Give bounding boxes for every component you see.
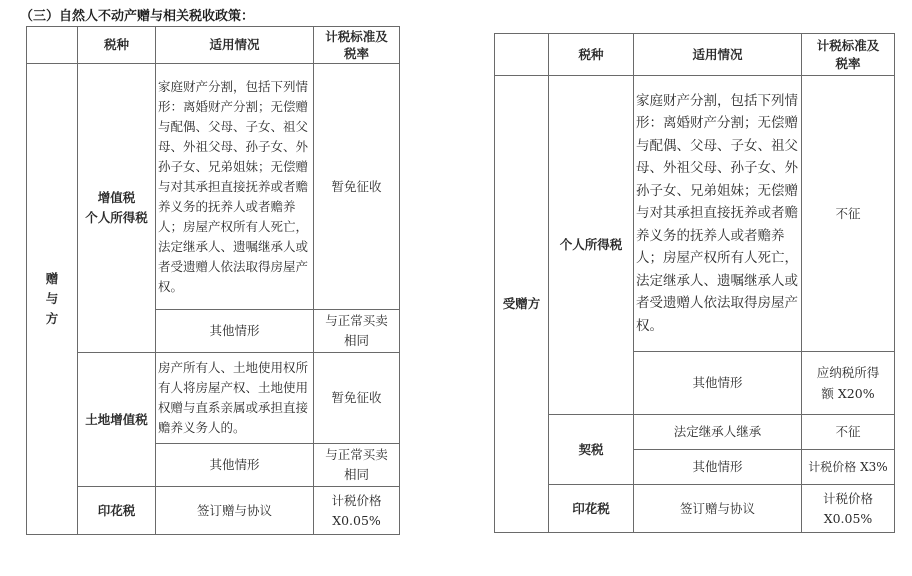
header-situation: 适用情况 bbox=[634, 34, 802, 76]
tax-stamp-duty: 印花税 bbox=[78, 487, 156, 535]
situation-family-division: 家庭财产分割，包括下列情形：离婚财产分割；无偿赠与配偶、父母、子女、祖父母、外祖父母、孙子女、外孙子女、兄弟姐妹；无偿赠与对其承担直接抚养或者赡养义务的抚养人或者赡养人；房屋产权所有人死亡，法定继承人、遗嘱继承人或者受遗赠人依法取得房屋产权。 bbox=[634, 76, 802, 352]
tax-land-appreciation: 土地增值税 bbox=[78, 353, 156, 487]
header-rate: 计税标准及 税率 bbox=[802, 34, 895, 76]
tax-stamp-duty: 印花税 bbox=[549, 485, 634, 533]
header-tax-type: 税种 bbox=[549, 34, 634, 76]
tax-iit: 个人所得税 bbox=[549, 76, 634, 415]
rate-stamp: 计税价格 X0.05% bbox=[314, 487, 400, 535]
rate-exempt: 暂免征收 bbox=[314, 64, 400, 310]
empty-header-cell bbox=[495, 34, 549, 76]
empty-header-cell bbox=[27, 27, 78, 64]
tax-deed: 契税 bbox=[549, 415, 634, 485]
situation-other: 其他情形 bbox=[156, 310, 314, 353]
header-situation: 适用情况 bbox=[156, 27, 314, 64]
party-recipient: 受赠方 bbox=[495, 76, 549, 533]
situation-other-land: 其他情形 bbox=[156, 444, 314, 487]
recipient-tax-table bbox=[494, 33, 895, 533]
donor-tax-table bbox=[26, 26, 400, 535]
situation-gift-agreement: 签订赠与协议 bbox=[156, 487, 314, 535]
rate-not-levied-deed: 不征 bbox=[802, 415, 895, 450]
situation-legal-inheritance: 法定继承人继承 bbox=[634, 415, 802, 450]
rate-exempt-land: 暂免征收 bbox=[314, 353, 400, 444]
rate-same-as-sale: 与正常买卖 相同 bbox=[314, 310, 400, 353]
rate-not-levied: 不征 bbox=[802, 76, 895, 352]
rate-same-as-sale-land: 与正常买卖 相同 bbox=[314, 444, 400, 487]
situation-gift-agreement: 签订赠与协议 bbox=[634, 485, 802, 533]
header-tax-type: 税种 bbox=[78, 27, 156, 64]
tax-vat-iit: 增值税 个人所得税 bbox=[78, 64, 156, 353]
rate-stamp: 计税价格 X0.05% bbox=[802, 485, 895, 533]
section-heading: （三）自然人不动产赠与相关税收政策： bbox=[20, 9, 255, 24]
situation-other-deed: 其他情形 bbox=[634, 450, 802, 485]
situation-property-gift: 房产所有人、土地使用权所有人将房屋产权、土地使用权赠与直系亲属或承担直接赡养义务人的。 bbox=[156, 353, 314, 444]
party-donor: 赠 与 方 bbox=[27, 64, 78, 535]
situation-other: 其他情形 bbox=[634, 352, 802, 415]
header-rate: 计税标准及 税率 bbox=[314, 27, 400, 64]
situation-family-division: 家庭财产分割，包括下列情形：离婚财产分割；无偿赠与配偶、父母、子女、祖父母、外祖父母、孙子女、外孙子女、兄弟姐妹；无偿赠与对其承担直接抚养或者赡养义务的抚养人或者赡养人；房屋产权所有人死亡，法定继承人、遗嘱继承人或者受遗赠人依法取得房屋产权。 bbox=[156, 64, 314, 310]
rate-20-percent: 应纳税所得 额 X20% bbox=[802, 352, 895, 415]
rate-3-percent: 计税价格 X3% bbox=[802, 450, 895, 485]
